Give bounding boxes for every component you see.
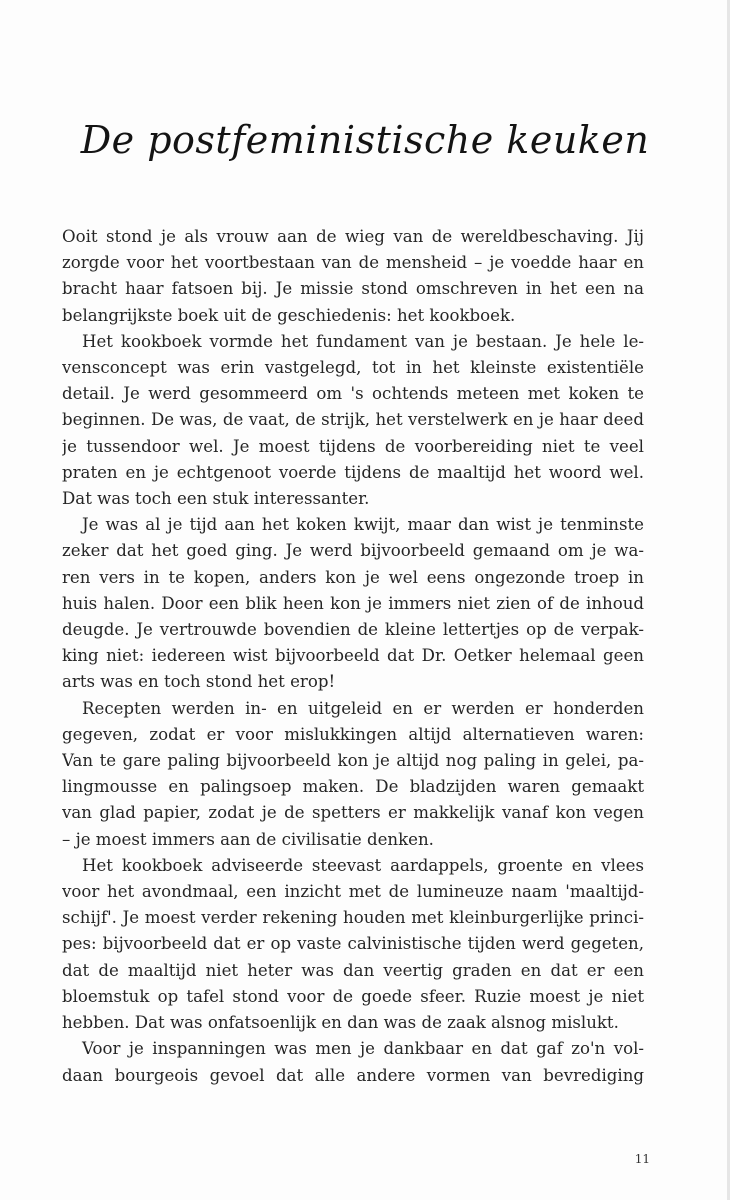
paragraph xyxy=(62,696,644,853)
text-line: lingmousse en palingsoep maken. De bladzijden waren gemaakt xyxy=(62,777,644,797)
text-line: huis halen. Door een blik heen kon je immers niet zien of de inhoud xyxy=(62,593,644,613)
text-line: zorgde voor het voortbestaan van de mensheid – je voedde haar en xyxy=(62,253,644,273)
text-line: dat de maaltijd niet heter was dan veertig graden en dat er een xyxy=(62,960,644,980)
text-line: beginnen. De was, de vaat, de strijk, het verstelwerk en je haar deed xyxy=(62,410,644,430)
text-line: praten en je echtgenoot voerde tijdens de maaltijd het woord wel. xyxy=(62,462,644,482)
text-line: king niet: iedereen wist bijvoorbeeld dat Dr. Oetker helemaal geen xyxy=(62,646,644,666)
text-line: Ooit stond je als vrouw aan de wieg van de wereldbeschaving. Jij xyxy=(62,227,644,246)
text-line: van glad papier, zodat je de spetters er makkelijk vanaf kon vegen xyxy=(62,803,644,823)
page-number: 11 xyxy=(634,1152,650,1166)
paragraph xyxy=(62,329,644,512)
paragraph xyxy=(62,512,644,695)
chapter-title: De postfeministische keuken xyxy=(80,118,650,162)
text-line: Van te gare paling bijvoorbeeld kon je altijd nog paling in gelei, pa- xyxy=(62,751,644,771)
text-line: Voor je inspanningen was men je dankbaar en dat gaf zo'n vol- xyxy=(82,1039,644,1059)
text-line: zeker dat het goed ging. Je werd bijvoorbeeld gemaand om je wa- xyxy=(62,541,644,561)
text-line: bracht haar fatsoen bij. Je missie stond omschreven in het een na xyxy=(62,279,644,299)
text-line: schijf'. Je moest verder rekening houden met kleinburgerlijke princi- xyxy=(62,908,644,928)
text-line: Het kookboek vormde het fundament van je bestaan. Je hele le- xyxy=(82,331,644,351)
text-line: Je was al je tijd aan het koken kwijt, maar dan wist je tenminste xyxy=(82,515,644,535)
paragraph xyxy=(62,853,644,1036)
text-line: arts was en toch stond het erop! xyxy=(62,672,336,692)
text-line: Het kookboek adviseerde steevast aardappels, groente en vlees xyxy=(82,855,644,875)
body-text xyxy=(62,224,644,1089)
text-line: gegeven, zodat er voor mislukkingen altijd alternatieven waren: xyxy=(62,724,644,744)
text-line: hebben. Dat was onfatsoenlijk en dan was de zaak alsnog mislukt. xyxy=(62,1013,619,1033)
paragraph xyxy=(62,224,644,329)
text-line: je tussendoor wel. Je moest tijdens de voorbereiding niet te veel xyxy=(62,436,644,456)
text-line: daan bourgeois gevoel dat alle andere vormen van bevrediging xyxy=(62,1065,644,1085)
text-line: ren vers in te kopen, anders kon je wel eens ongezonde troep in xyxy=(62,567,644,587)
text-line: bloemstuk op tafel stond voor de goede sfeer. Ruzie moest je niet xyxy=(62,986,644,1006)
text-line: vensconcept was erin vastgelegd, tot in het kleinste existentiële xyxy=(62,358,644,378)
text-line: – je moest immers aan de civilisatie denken. xyxy=(62,829,434,849)
text-line: detail. Je werd gesommeerd om 's ochtends meteen met koken te xyxy=(62,384,644,404)
text-line: voor het avondmaal, een inzicht met de lumineuze naam 'maaltijd- xyxy=(62,882,644,902)
paragraph xyxy=(62,1036,644,1088)
text-line: pes: bijvoorbeeld dat er op vaste calvinistische tijden werd gegeten, xyxy=(62,934,644,954)
text-line: Dat was toch een stuk interessanter. xyxy=(62,489,370,509)
text-line: Recepten werden in- en uitgeleid en er werden er honderden xyxy=(82,698,644,718)
text-line: belangrijkste boek uit de geschiedenis: het kookboek. xyxy=(62,305,516,325)
text-line: deugde. Je vertrouwde bovendien de kleine lettertjes op de verpak- xyxy=(62,620,644,640)
